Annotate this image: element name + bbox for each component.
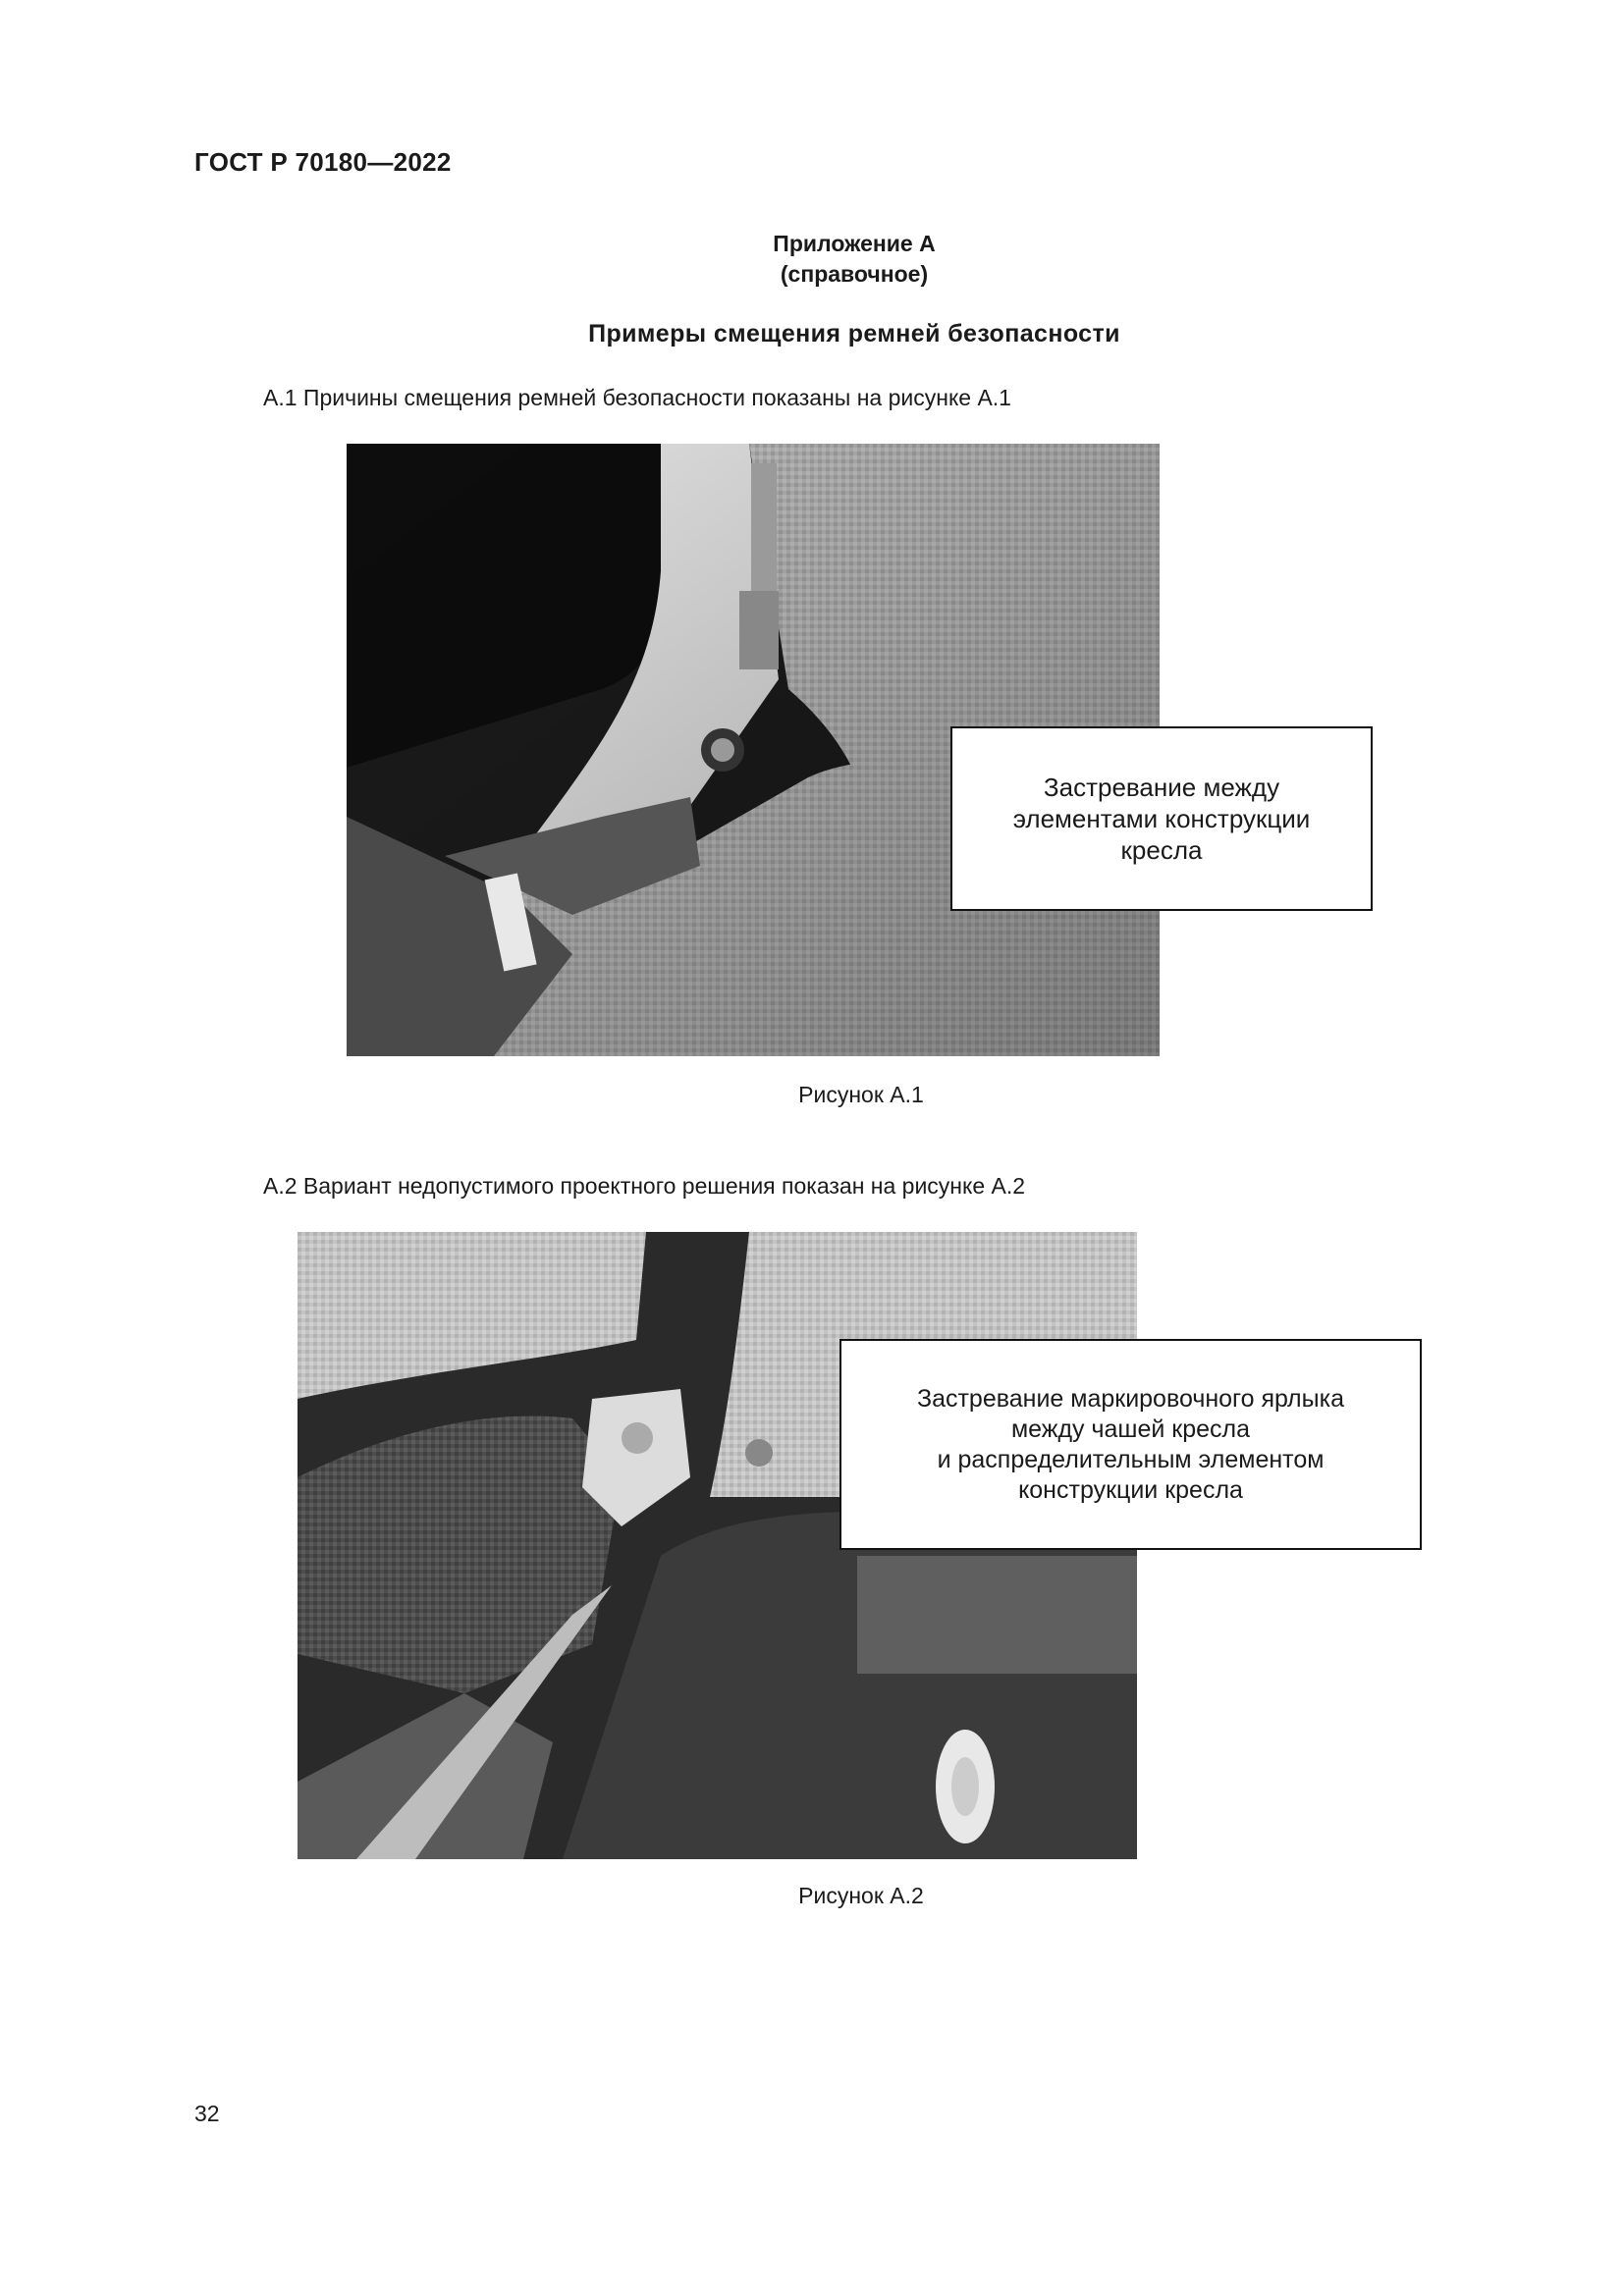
callout-a2-line: Застревание маркировочного ярлыка [916, 1384, 1345, 1413]
appendix-kind: (справочное) [780, 261, 929, 287]
callout-a1-line: кресла [1120, 835, 1203, 865]
caption-a2: Рисунок А.2 [798, 1883, 924, 1908]
callout-a1-line: Застревание между [1043, 773, 1280, 802]
standard-header: ГОСТ Р 70180—2022 [194, 147, 452, 177]
callout-a2 [839, 1339, 1422, 1550]
paragraph-a1: А.1 Причины смещения ремней безопасности показаны на рисунке А.1 [263, 385, 1011, 410]
appendix-title: Приложение А [773, 231, 936, 256]
callout-a2-line: между чашей кресла [1010, 1415, 1251, 1443]
page-number: 32 [194, 2101, 220, 2126]
callout-a1-line: элементами конструкции [1012, 804, 1311, 833]
callout-a2-line: конструкции кресла [1018, 1475, 1243, 1504]
paragraph-a2: А.2 Вариант недопустимого проектного решения показан на рисунке А.2 [263, 1173, 1026, 1199]
caption-a1: Рисунок А.1 [798, 1082, 924, 1107]
callout-a1 [950, 726, 1373, 911]
callout-a2-line: и распределительным элементом [937, 1445, 1325, 1473]
section-title: Примеры смещения ремней безопасности [588, 320, 1120, 347]
